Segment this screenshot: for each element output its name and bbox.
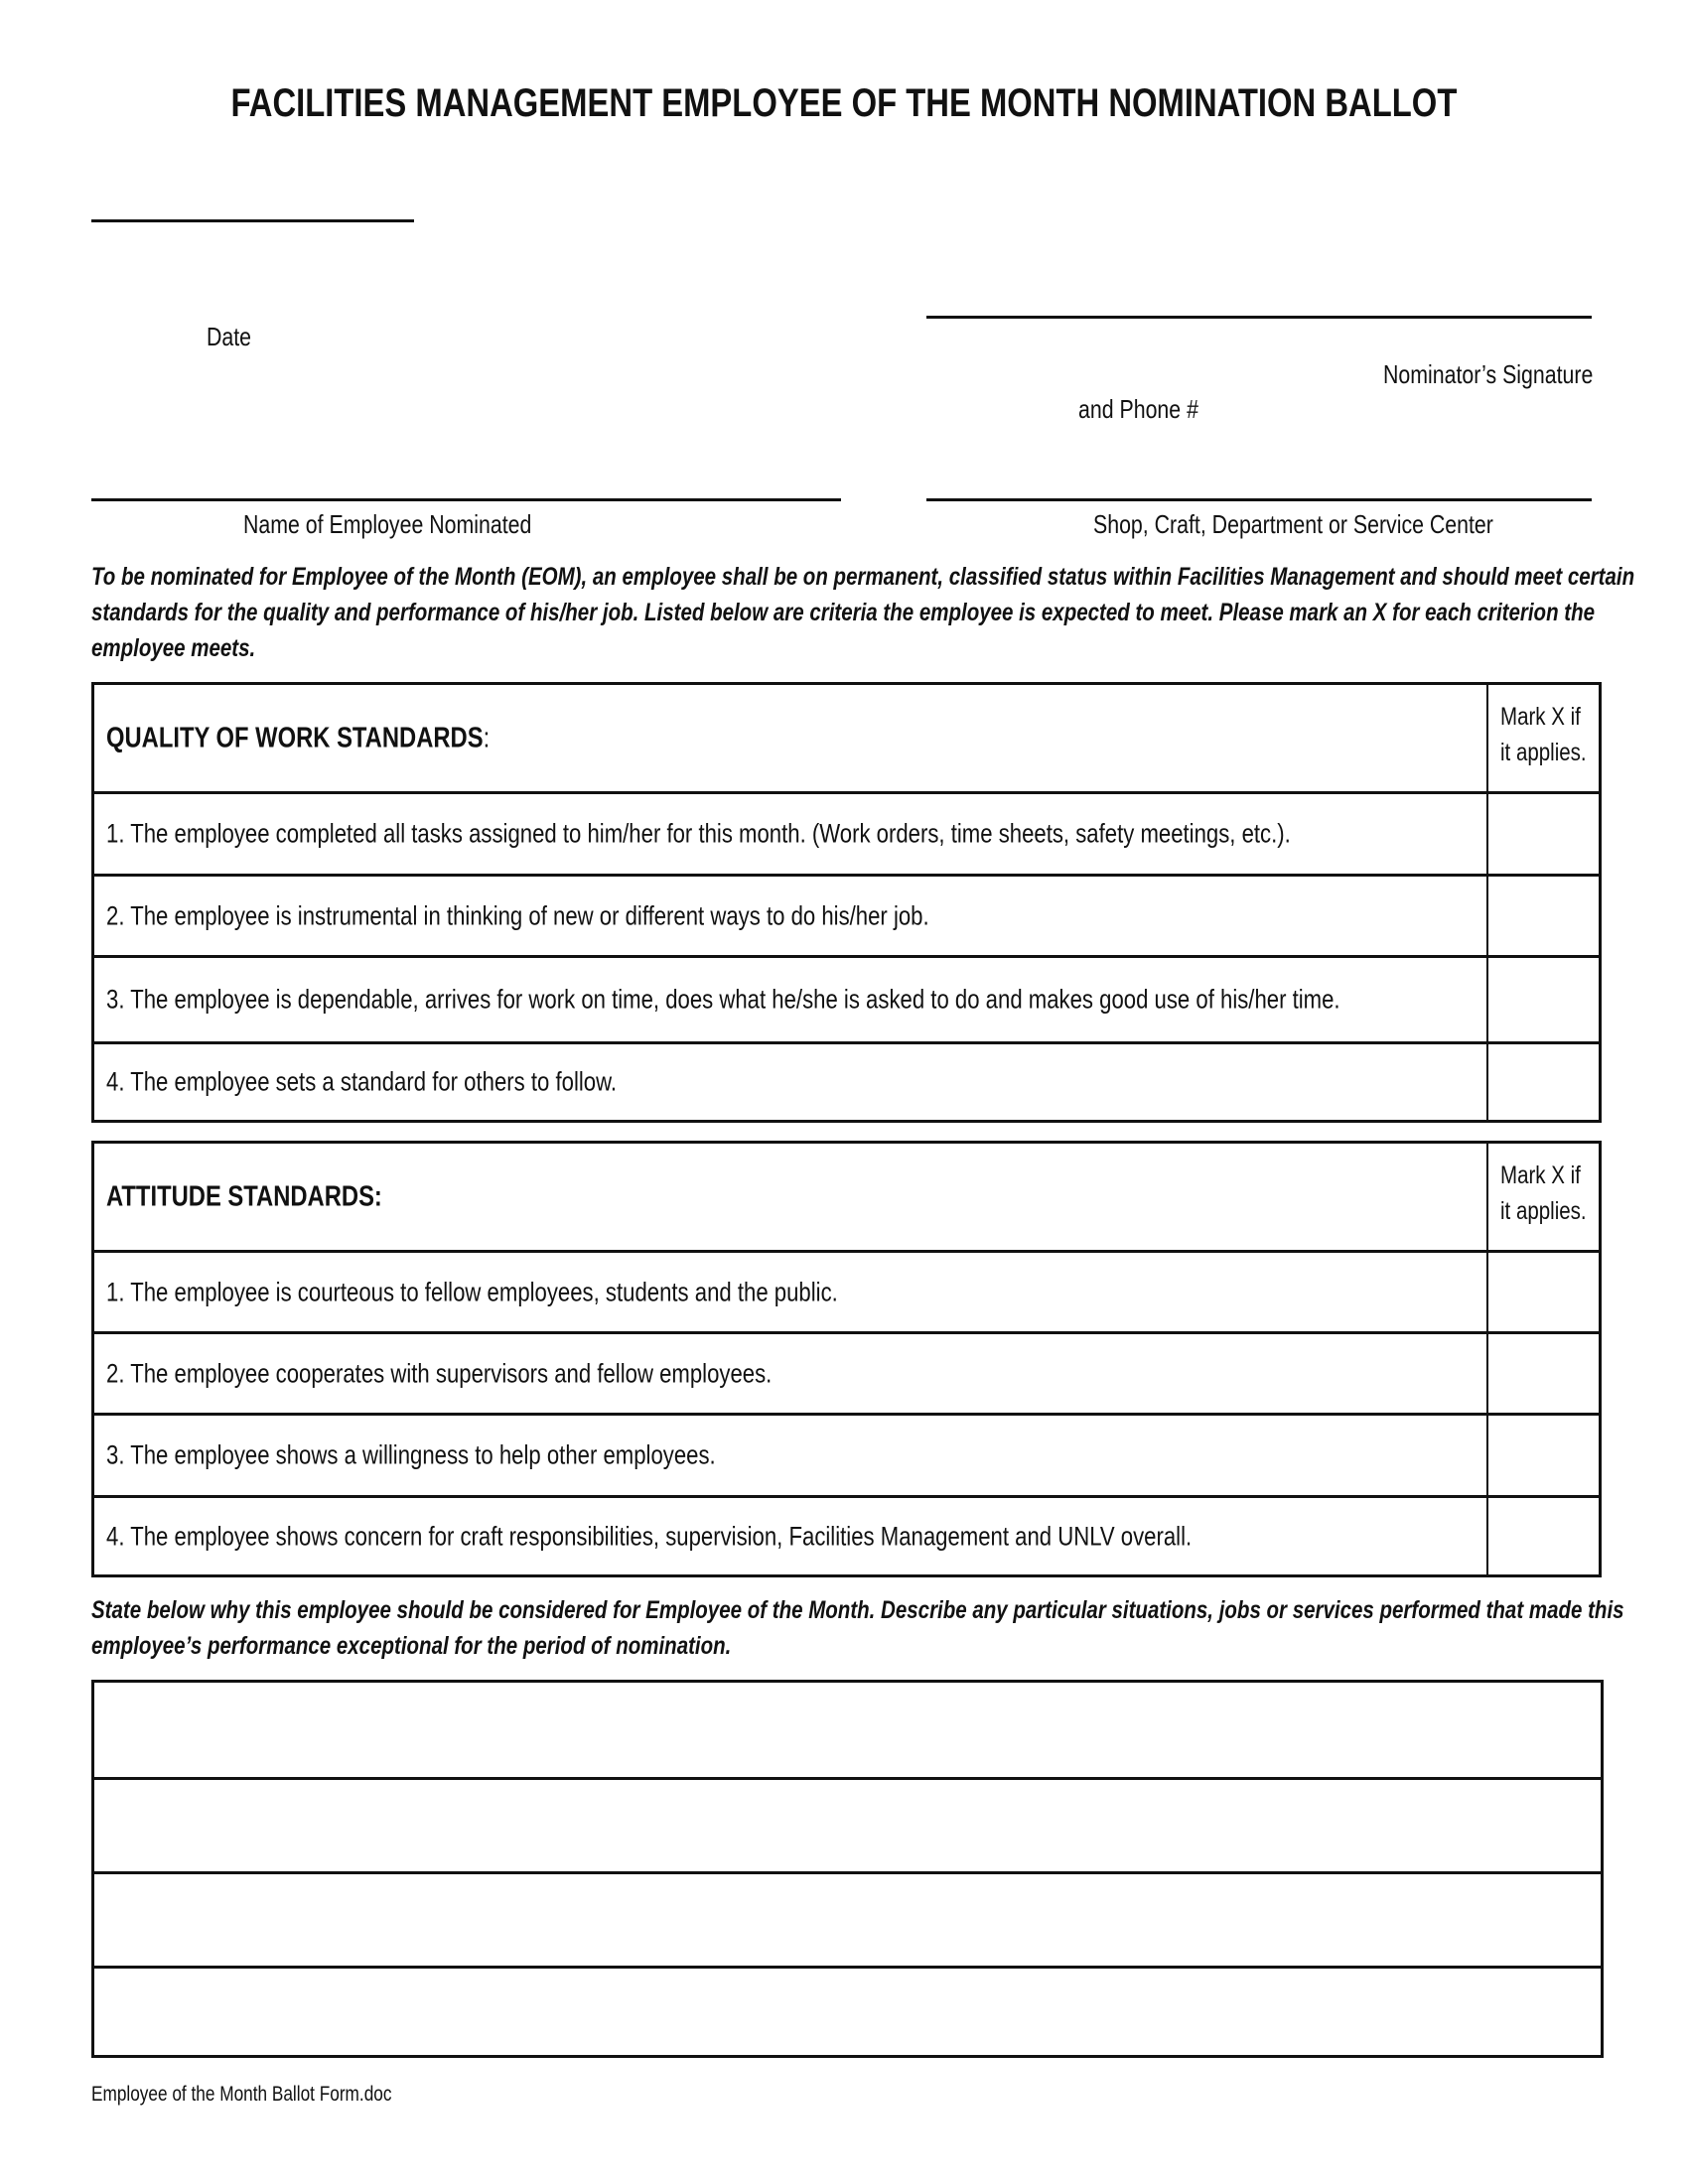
mark-cell[interactable] bbox=[1486, 794, 1599, 874]
footer-filename: Employee of the Month Ballot Form.doc bbox=[91, 2083, 392, 2106]
statement-text: State below why this employee should be considered for Employee of the Month. Describe any particular situations, jobs or services performed that made this employee’s performance exceptional for the period of nomination. bbox=[91, 1596, 1624, 1660]
quality-table bbox=[91, 682, 1602, 1123]
mark-cell[interactable] bbox=[1486, 1044, 1599, 1120]
table-row: 1. The employee completed all tasks assigned to him/her for this month. (Work orders, time sheets, safety meetings, etc.). bbox=[94, 791, 1599, 874]
date-label: Date bbox=[207, 322, 252, 351]
quality-heading: QUALITY OF WORK STANDARDS: bbox=[106, 722, 491, 753]
quality-header bbox=[94, 685, 1599, 791]
statement-line[interactable] bbox=[94, 1683, 1601, 1777]
mark-cell[interactable] bbox=[1486, 1498, 1599, 1574]
shop-line[interactable] bbox=[926, 498, 1592, 501]
employee-name-label: Name of Employee Nominated bbox=[243, 509, 532, 539]
nominator-signature-line[interactable] bbox=[926, 316, 1592, 319]
mark-cell[interactable] bbox=[1486, 1253, 1599, 1331]
phone-label: and Phone # bbox=[1078, 394, 1198, 424]
intro-text: To be nominated for Employee of the Month (EOM), an employee shall be on permanent, classified status within Facilities Management and should meet certain standards for the quality and performance of his/her job. Listed below are criteria the employee is expected to meet. Please mark an X for each criterion the employee meets. bbox=[91, 563, 1635, 662]
table-row: 3. The employee is dependable, arrives for work on time, does what he/she is asked to do and makes good use of his/her time. bbox=[94, 955, 1599, 1041]
table-row: 1. The employee is courteous to fellow employees, students and the public. bbox=[94, 1250, 1599, 1331]
mark-label: Mark X if it applies. bbox=[1500, 1161, 1587, 1225]
mark-cell[interactable] bbox=[1486, 958, 1599, 1041]
mark-cell[interactable] bbox=[1486, 1334, 1599, 1413]
statement-line[interactable] bbox=[94, 1777, 1601, 1871]
attitude-header bbox=[94, 1144, 1599, 1250]
nominator-signature-label: Nominator’s Signature bbox=[1383, 359, 1594, 389]
attitude-table bbox=[91, 1141, 1602, 1577]
statement-box[interactable] bbox=[91, 1680, 1604, 2058]
table-row: 4. The employee shows concern for craft responsibilities, supervision, Facilities Management and UNLV overall. bbox=[94, 1495, 1599, 1574]
employee-name-line[interactable] bbox=[91, 498, 841, 501]
mark-label: Mark X if it applies. bbox=[1500, 703, 1587, 766]
shop-label: Shop, Craft, Department or Service Center bbox=[1093, 509, 1493, 539]
statement-line[interactable] bbox=[94, 1966, 1601, 2060]
statement-line[interactable] bbox=[94, 1871, 1601, 1966]
table-row: 2. The employee is instrumental in thinking of new or different ways to do his/her job. bbox=[94, 874, 1599, 955]
date-line[interactable] bbox=[91, 219, 414, 222]
mark-cell[interactable] bbox=[1486, 1416, 1599, 1495]
page-title: FACILITIES MANAGEMENT EMPLOYEE OF THE MONTH NOMINATION BALLOT bbox=[230, 81, 1458, 125]
table-row: 4. The employee sets a standard for others to follow. bbox=[94, 1041, 1599, 1120]
table-row: 2. The employee cooperates with supervisors and fellow employees. bbox=[94, 1331, 1599, 1413]
attitude-heading: ATTITUDE STANDARDS: bbox=[106, 1180, 382, 1212]
table-row: 3. The employee shows a willingness to help other employees. bbox=[94, 1413, 1599, 1495]
mark-cell[interactable] bbox=[1486, 877, 1599, 955]
